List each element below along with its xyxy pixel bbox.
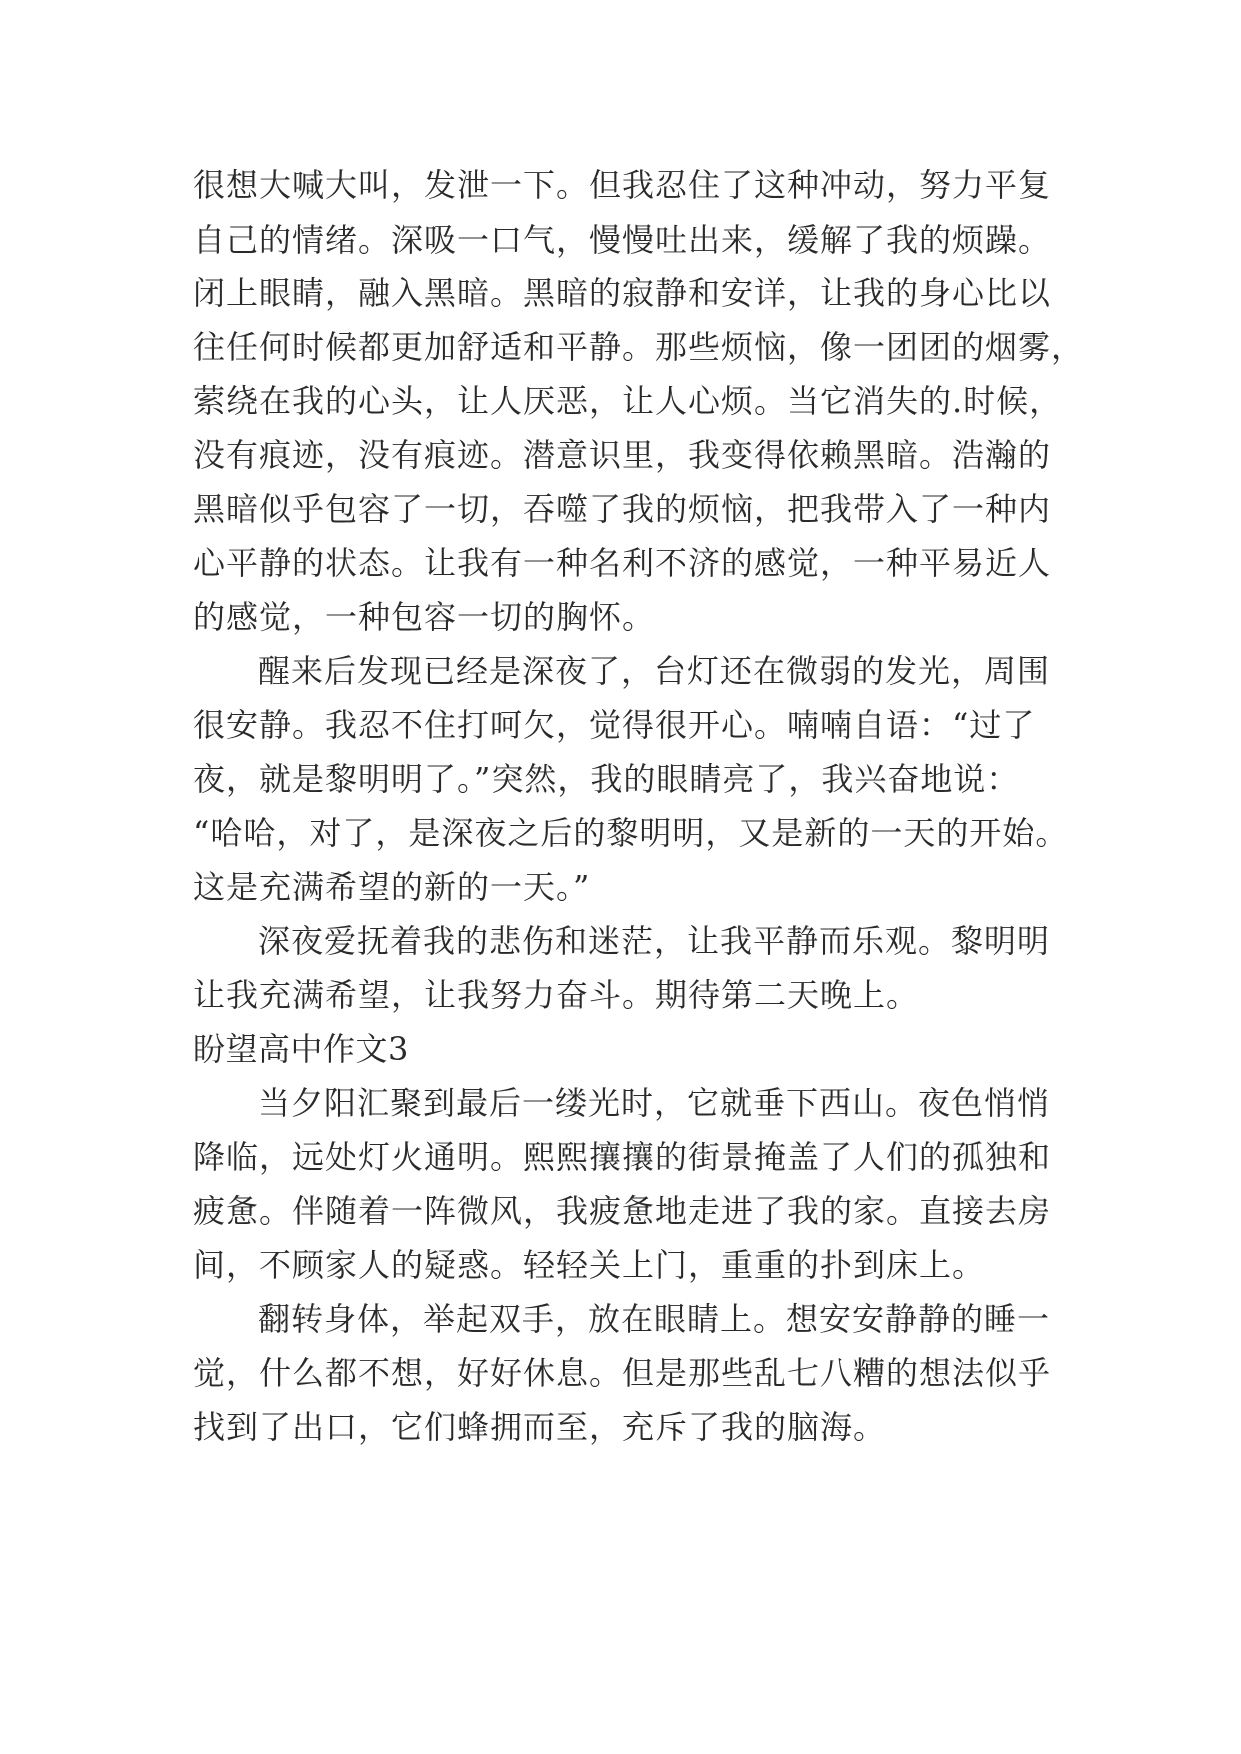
paragraph-line: 很安静。我忍不住打呵欠，觉得很开心。喃喃自语：“过了 — [193, 706, 1036, 744]
paragraph-line: 心平静的状态。让我有一种名利不济的感觉，一种平易近人 — [193, 544, 1052, 582]
paragraph-line: 疲惫。伴随着一阵微风，我疲惫地走进了我的家。直接去房 — [193, 1192, 1052, 1230]
paragraph-line: 闭上眼睛，融入黑暗。黑暗的寂静和安详，让我的身心比以 — [193, 274, 1052, 312]
paragraph-line: 萦绕在我的心头，让人厌恶，让人心烦。当它消失的.时候， — [193, 382, 1063, 420]
paragraph-line: 觉，什么都不想，好好休息。但是那些乱七八糟的想法似乎 — [193, 1354, 1052, 1392]
paragraph-line: 没有痕迹，没有痕迹。潜意识里，我变得依赖黑暗。浩瀚的 — [193, 436, 1052, 474]
section-title: 盼望高中作文3 — [193, 1030, 409, 1068]
paragraph-line: 黑暗似乎包容了一切，吞噬了我的烦恼，把我带入了一种内 — [193, 490, 1052, 528]
paragraph-line: 间，不顾家人的疑惑。轻轻关上门，重重的扑到床上。 — [193, 1246, 986, 1284]
paragraph-line: 往任何时候都更加舒适和平静。那些烦恼，像一团团的烟雾， — [193, 328, 1085, 366]
paragraph-line: 的感觉，一种包容一切的胸怀。 — [193, 598, 656, 636]
paragraph-line: “哈哈，对了，是深夜之后的黎明明，又是新的一天的开始。 — [193, 814, 1069, 852]
paragraph-line: 很想大喊大叫，发泄一下。但我忍住了这种冲动，努力平复 — [193, 166, 1052, 204]
paragraph-line: 自己的情绪。深吸一口气，慢慢吐出来，缓解了我的烦躁。 — [193, 221, 1052, 259]
paragraph-line: 翻转身体，举起双手，放在眼睛上。想安安静静的睡一 — [258, 1300, 1051, 1338]
paragraph-line: 让我充满希望，让我努力奋斗。期待第二天晚上。 — [193, 976, 920, 1014]
paragraph-line: 醒来后发现已经是深夜了，台灯还在微弱的发光，周围 — [258, 652, 1051, 690]
paragraph-line: 深夜爱抚着我的悲伤和迷茫，让我平静而乐观。黎明明 — [258, 922, 1051, 960]
paragraph-line: 这是充满希望的新的一天。” — [193, 868, 591, 906]
paragraph-line: 降临，远处灯火通明。熙熙攘攘的街景掩盖了人们的孤独和 — [193, 1138, 1052, 1176]
paragraph-line: 找到了出口，它们蜂拥而至，充斥了我的脑海。 — [193, 1408, 887, 1446]
paragraph-line: 当夕阳汇聚到最后一缕光时，它就垂下西山。夜色悄悄 — [258, 1084, 1051, 1122]
paragraph-line: 夜，就是黎明明了。”突然，我的眼睛亮了，我兴奋地说： — [193, 760, 1020, 798]
